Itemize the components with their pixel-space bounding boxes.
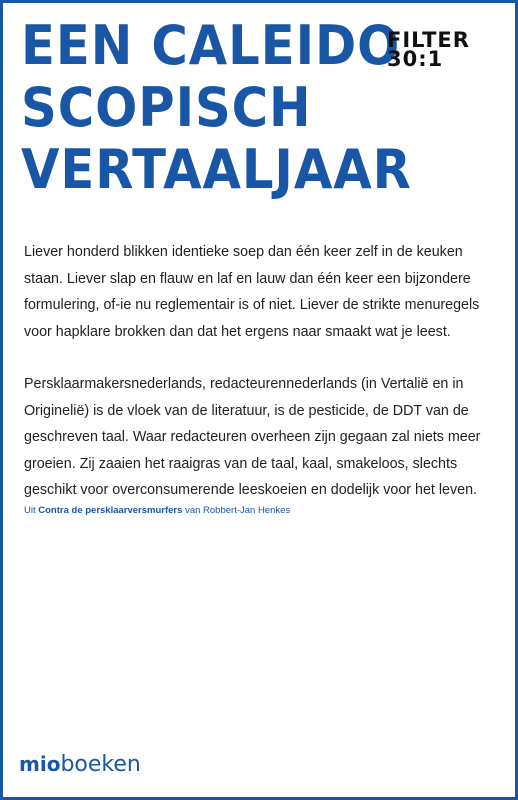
blurb-text bbox=[24, 239, 494, 510]
publisher-logo-mio: mio bbox=[19, 752, 61, 776]
publisher-logo-boeken: boeken bbox=[60, 752, 141, 777]
credit-author: Robbert-Jan Henkes bbox=[203, 505, 291, 516]
blurb-paragraph-1: Liever honderd blikken identieke soep dan één keer zelf in de keuken staan. Liever slap en flauw en laf en lauw dan één keer een bijzondere formulering, of-ie nu reglementair is of niet. Liever de strikte menuregels voor hapklare brokken dan dat het ergens naar smaakt wat je leest. bbox=[24, 244, 480, 340]
cover-title bbox=[21, 15, 421, 201]
series-label bbox=[387, 28, 470, 71]
series-name: FILTER bbox=[387, 28, 470, 52]
credit-work-title: Contra de persklaarversmurfers bbox=[38, 505, 183, 516]
quote-credit bbox=[24, 505, 290, 516]
series-number: 30:1 bbox=[387, 47, 444, 71]
publisher-logo bbox=[19, 752, 141, 777]
credit-connector: van bbox=[185, 505, 201, 516]
title-line-3: VERTAALJAAR bbox=[21, 138, 412, 201]
credit-prefix: Uit bbox=[24, 505, 36, 516]
blurb-paragraph-2: Persklaarmakersnederlands, redacteurennederlands (in Vertalië en in Originelië) is de vloek van de literatuur, is de pesticide, de DDT van de geschreven taal. Waar redacteuren overheen zijn gegaan zal niets meer groeien. Zij zaaien het raaigras van de taal, kaal, smakeloos, slechts geschikt voor overconsumerende leeskoeien en dodelijk voor het leven. bbox=[24, 376, 481, 498]
title-line-2: SCOPISCH bbox=[21, 76, 312, 139]
title-line-1: EEN CALEIDO bbox=[21, 14, 401, 77]
